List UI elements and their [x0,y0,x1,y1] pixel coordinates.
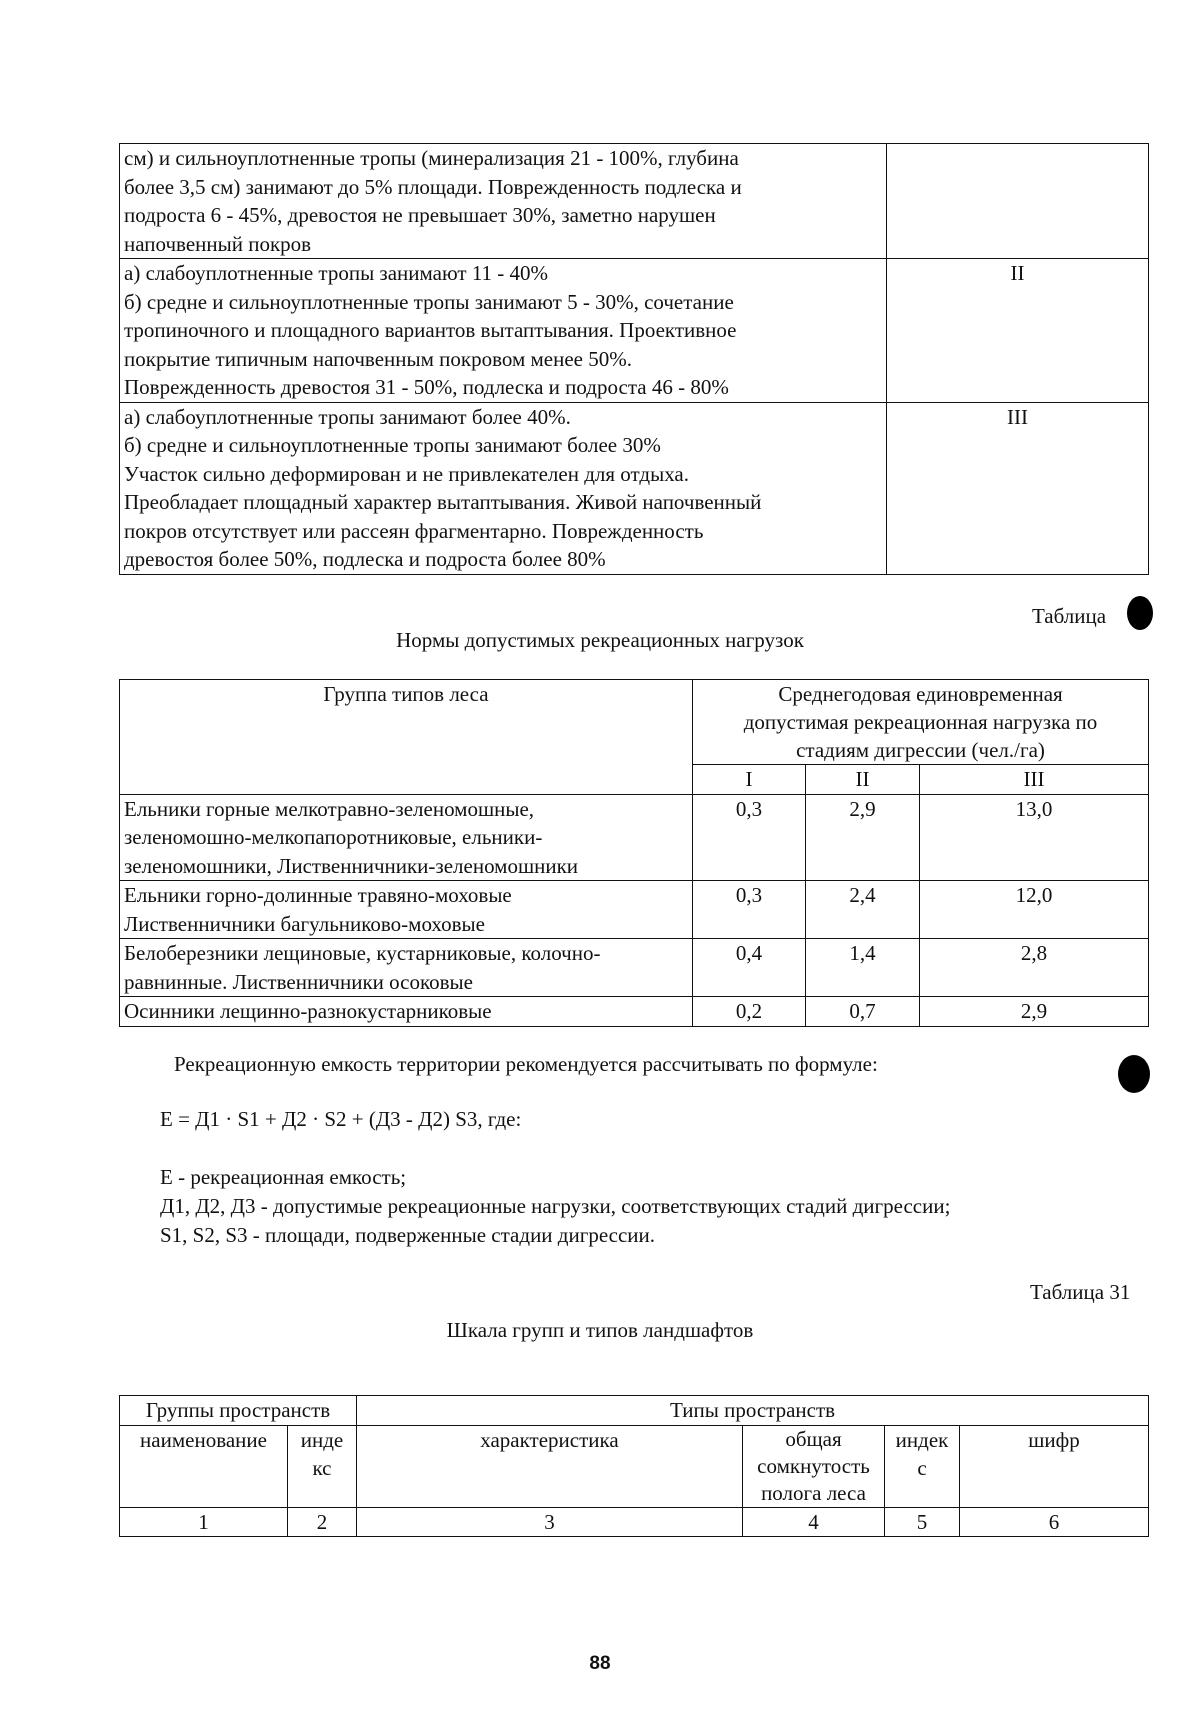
table-row [120,794,1149,881]
text-line: допустимая рекреационная нагрузка по [743,710,1098,734]
load-value: 0,3 [693,794,806,881]
column-header-index-2 [885,1425,960,1507]
stage-number: II [887,259,1149,403]
table-label: Таблица 31 [1030,1280,1131,1304]
page-number: 88 [589,1653,611,1674]
stage-description [120,402,887,574]
table-row [120,881,1149,939]
text-line: см) и сильноуплотненные тропы (минерализация 21 - 100%, глубина [124,146,739,170]
column-header-stage-3: III [920,765,1149,795]
definition-line: S1, S2, S3 - площади, подверженные стадии дигрессии. [160,1223,656,1247]
text-line: кс [312,1456,332,1480]
stage-number: III [887,402,1149,574]
text-line: Лиственничники багульниково-моховые [124,911,485,936]
column-header-characteristic: характеристика [357,1425,743,1507]
load-value: 0,3 [693,881,806,939]
text-line: инде [300,1427,344,1452]
text-line: Осинники лещинно-разнокустарниковые [124,999,492,1023]
load-value: 2,9 [806,794,920,881]
text-line: сомкнутость [757,1453,870,1478]
text-line: Среднегодовая единовременная [778,682,1063,706]
column-number: 3 [357,1507,743,1537]
table-row [120,402,1149,574]
table-label: Таблица [1032,604,1107,628]
forest-group-cell [120,939,693,997]
load-value: 2,9 [920,997,1149,1027]
text-line: тропиночного и площадного вариантов вытаптывания. Проективное [124,318,737,342]
text-line: покрытие типичным напочвенным покровом менее 50%. [124,346,632,371]
forest-group-cell [120,794,693,881]
text-line: зеленомошники, Лиственничники-зеленомошники [124,853,579,878]
column-header-stage-1: I [693,765,806,795]
column-header-code: шифр [960,1425,1149,1507]
column-header-forest-group: Группа типов леса [120,680,693,795]
recreational-load-table [119,679,1149,1027]
text-line: Ельники горно-долинные травяно-моховые [124,883,512,907]
text-line: древостоя более 50%, подлеска и подроста более 80% [124,547,606,571]
stage-description [120,259,887,403]
table-title: Нормы допустимых рекреационных нагрузок [396,628,804,652]
text-line: Белоберезники лещиновые, кустарниковые, колочно- [124,941,601,965]
column-number: 2 [288,1507,357,1537]
column-header-space-types: Типы пространств [357,1396,1149,1426]
text-line: а) слабоуплотненные тропы занимают 11 - 40% [124,261,549,285]
load-value: 13,0 [920,794,1149,881]
table-row [120,144,1149,259]
column-header-stage-2: II [806,765,920,795]
text-line: подроста 6 - 45%, древостоя не превышает 30%, заметно нарушен [124,203,716,227]
text-line: Участок сильно деформирован и не привлекателен для отдыха. [124,461,690,486]
text-line: более 3,5 см) занимают до 5% площади. Поврежденность подлеска и [124,174,742,199]
load-value: 0,4 [693,939,806,997]
column-header-load [693,680,1149,765]
forest-group-cell [120,881,693,939]
column-header-canopy-closure [743,1425,885,1507]
forest-group-cell [120,997,693,1027]
table-row [120,259,1149,403]
definition-line: Д1, Д2, Д3 - допустимые рекреационные нагрузки, соответствующих стадий дигрессии; [160,1194,951,1218]
stage-description [120,144,887,259]
load-value: 1,4 [806,939,920,997]
table-title: Шкала групп и типов ландшафтов [446,1318,754,1342]
formula-intro: Рекреационную емкость территории рекомендуется рассчитывать по формуле: [174,1052,878,1076]
load-value: 2,4 [806,881,920,939]
column-number: 5 [885,1507,960,1537]
text-line: зеленомошно-мелкопапоротниковые, ельники- [124,825,543,849]
text-line: напочвенный покров [124,231,312,256]
load-value: 0,2 [693,997,806,1027]
text-line: Преобладает площадный характер вытаптывания. Живой напочвенный [124,490,762,514]
table-header-row [120,1396,1149,1426]
digression-stages-table [119,143,1149,575]
column-header-index [288,1425,357,1507]
text-line: б) средне и сильноуплотненные тропы занимают более 30% [124,433,661,457]
text-line: Поврежденность древостоя 31 - 50%, подлеска и подроста 46 - 80% [124,375,729,399]
table-header-row [120,680,1149,765]
stage-number [887,144,1149,259]
text-line: стадиям дигрессии (чел./га) [796,738,1045,762]
column-header-name: наименование [120,1425,288,1507]
load-value: 2,8 [920,939,1149,997]
column-number: 6 [960,1507,1149,1537]
load-value: 0,7 [806,997,920,1027]
text-line: с [917,1456,927,1480]
table-row [120,997,1149,1027]
punch-hole-mark [1118,1055,1150,1093]
table-row [120,939,1149,997]
punch-hole-mark [1127,596,1153,630]
column-header-space-groups: Группы пространств [120,1396,357,1426]
text-line: полога леса [761,1480,866,1505]
text-line: Ельники горные мелкотравно-зеленомошные, [124,796,535,821]
formula: Е = Д1 · S1 + Д2 · S2 + (Д3 - Д2) S3, где: [160,1107,522,1131]
text-line: б) средне и сильноуплотненные тропы занимают 5 - 30%, сочетание [124,289,734,314]
landscape-scale-table [119,1395,1149,1537]
definition-line: Е - рекреационная емкость; [160,1165,407,1189]
load-value: 12,0 [920,881,1149,939]
text-line: а) слабоуплотненные тропы занимают более 40%. [124,404,571,429]
text-line: покров отсутствует или рассеян фрагментарно. Поврежденность [124,518,704,543]
text-line: общая [785,1426,842,1451]
table-row [120,1507,1149,1537]
table-header-row [120,1425,1149,1507]
text-line: равнинные. Лиственничники осоковые [124,969,473,994]
column-number: 4 [743,1507,885,1537]
column-number: 1 [120,1507,288,1537]
text-line: индек [895,1427,949,1452]
